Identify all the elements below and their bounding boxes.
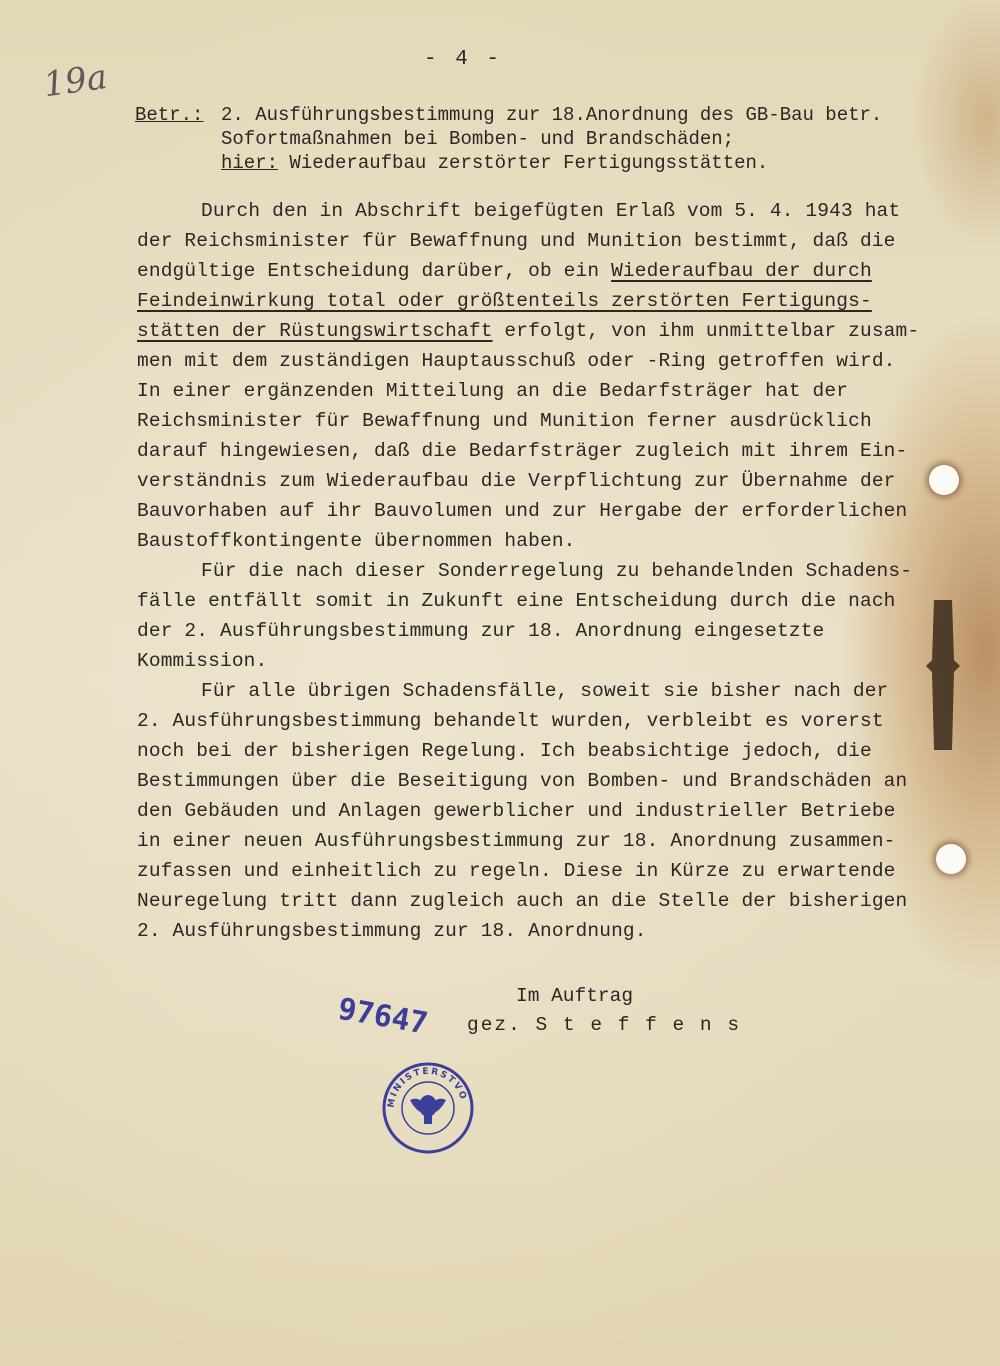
text-segment: endgültige Entscheidung darüber, ob ein (137, 260, 612, 282)
signature-line: gez. S t e f f e n s (467, 1014, 742, 1036)
letter-body (137, 196, 967, 946)
hier-label: hier: (221, 152, 279, 174)
svg-text:97647: 97647 (335, 991, 431, 1042)
svg-text:MINISTERSTVO: MINISTERSTVO (386, 1066, 469, 1109)
rusted-clip-mark (926, 600, 960, 750)
text-line: Baustoffkontingente übernommen haben. (137, 530, 576, 552)
text-line: Neuregelung tritt dann zugleich auch an die Stelle der bisherigen (137, 890, 908, 912)
text-line: Für die nach dieser Sonderregelung zu behandelnden Schadens- (201, 560, 913, 582)
subject-line-3: Wiederaufbau zerstörter Fertigungsstätten. (289, 152, 769, 174)
text-line: fälle entfällt somit in Zukunft eine Entscheidung durch die nach (137, 590, 896, 612)
text-line: Bestimmungen über die Beseitigung von Bomben- und Brandschäden an (137, 770, 908, 792)
text-line: den Gebäuden und Anlagen gewerblicher und industrieller Betriebe (137, 800, 896, 822)
closing-line: Im Auftrag (516, 985, 634, 1007)
text-line: Bauvorhaben auf ihr Bauvolumen und zur Hergabe der erforderlichen (137, 500, 908, 522)
text-line: 2. Ausführungsbestimmung behandelt wurden, verbleibt es vorerst (137, 710, 884, 732)
underlined-text: stätten der Rüstungswirtschaft (137, 320, 493, 342)
text-line (137, 316, 967, 346)
subject-label: Betr.: (135, 104, 204, 126)
text-line: verständnis zum Wiederaufbau die Verpflichtung zur Übernahme der (137, 470, 896, 492)
text-line: der 2. Ausführungsbestimmung zur 18. Anordnung eingesetzte (137, 620, 825, 642)
text-line: men mit dem zuständigen Hauptausschuß oder -Ring getroffen wird. (137, 350, 896, 372)
text-line: Reichsminister für Bewaffnung und Munition ferner ausdrücklich (137, 410, 872, 432)
text-line (137, 286, 967, 316)
paragraph-2 (137, 556, 967, 676)
eagle-emblem-icon (410, 1095, 446, 1124)
subject-line-1: 2. Ausführungsbestimmung zur 18.Anordnung des GB-Bau betr. (221, 104, 883, 126)
paragraph-3 (137, 676, 967, 946)
handwritten-note (40, 55, 130, 105)
text-segment: erfolgt, von ihm unmittelbar zusam- (492, 320, 920, 342)
text-line: Für alle übrigen Schadensfälle, soweit sie bisher nach der (201, 680, 889, 702)
round-seal-stamp (380, 1060, 476, 1156)
punch-hole (936, 844, 966, 874)
text-line: Durch den in Abschrift beigefügten Erlaß vom 5. 4. 1943 hat (201, 200, 901, 222)
punch-hole (929, 465, 959, 495)
subject-block (135, 103, 965, 175)
text-line: der Reichsminister für Bewaffnung und Munition bestimmt, daß die (137, 230, 896, 252)
subject-line-2: Sofortmaßnahmen bei Bomben- und Brandschäden; (221, 128, 735, 150)
paragraph-1 (137, 196, 967, 556)
text-line: darauf hingewiesen, daß die Bedarfsträger zugleich mit ihrem Ein- (137, 440, 908, 462)
text-line: noch bei der bisherigen Regelung. Ich beabsichtige jedoch, die (137, 740, 872, 762)
stamp-number (334, 986, 464, 1046)
text-line: in einer neuen Ausführungsbestimmung zur 18. Anordnung zusammen- (137, 830, 896, 852)
page-number: - 4 - (424, 48, 503, 71)
underlined-text: Wiederaufbau der durch (611, 260, 872, 282)
text-line: zufassen und einheitlich zu regeln. Diese in Kürze zu erwartende (137, 860, 896, 882)
text-line (137, 256, 967, 286)
text-line: In einer ergänzenden Mitteilung an die Bedarfsträger hat der (137, 380, 849, 402)
underlined-text: Feindeinwirkung total oder größtenteils zerstörten Fertigungs- (137, 290, 872, 312)
text-line: 2. Ausführungsbestimmung zur 18. Anordnung. (137, 920, 647, 942)
text-line: Kommission. (137, 650, 268, 672)
svg-text:19a: 19a (41, 56, 110, 105)
